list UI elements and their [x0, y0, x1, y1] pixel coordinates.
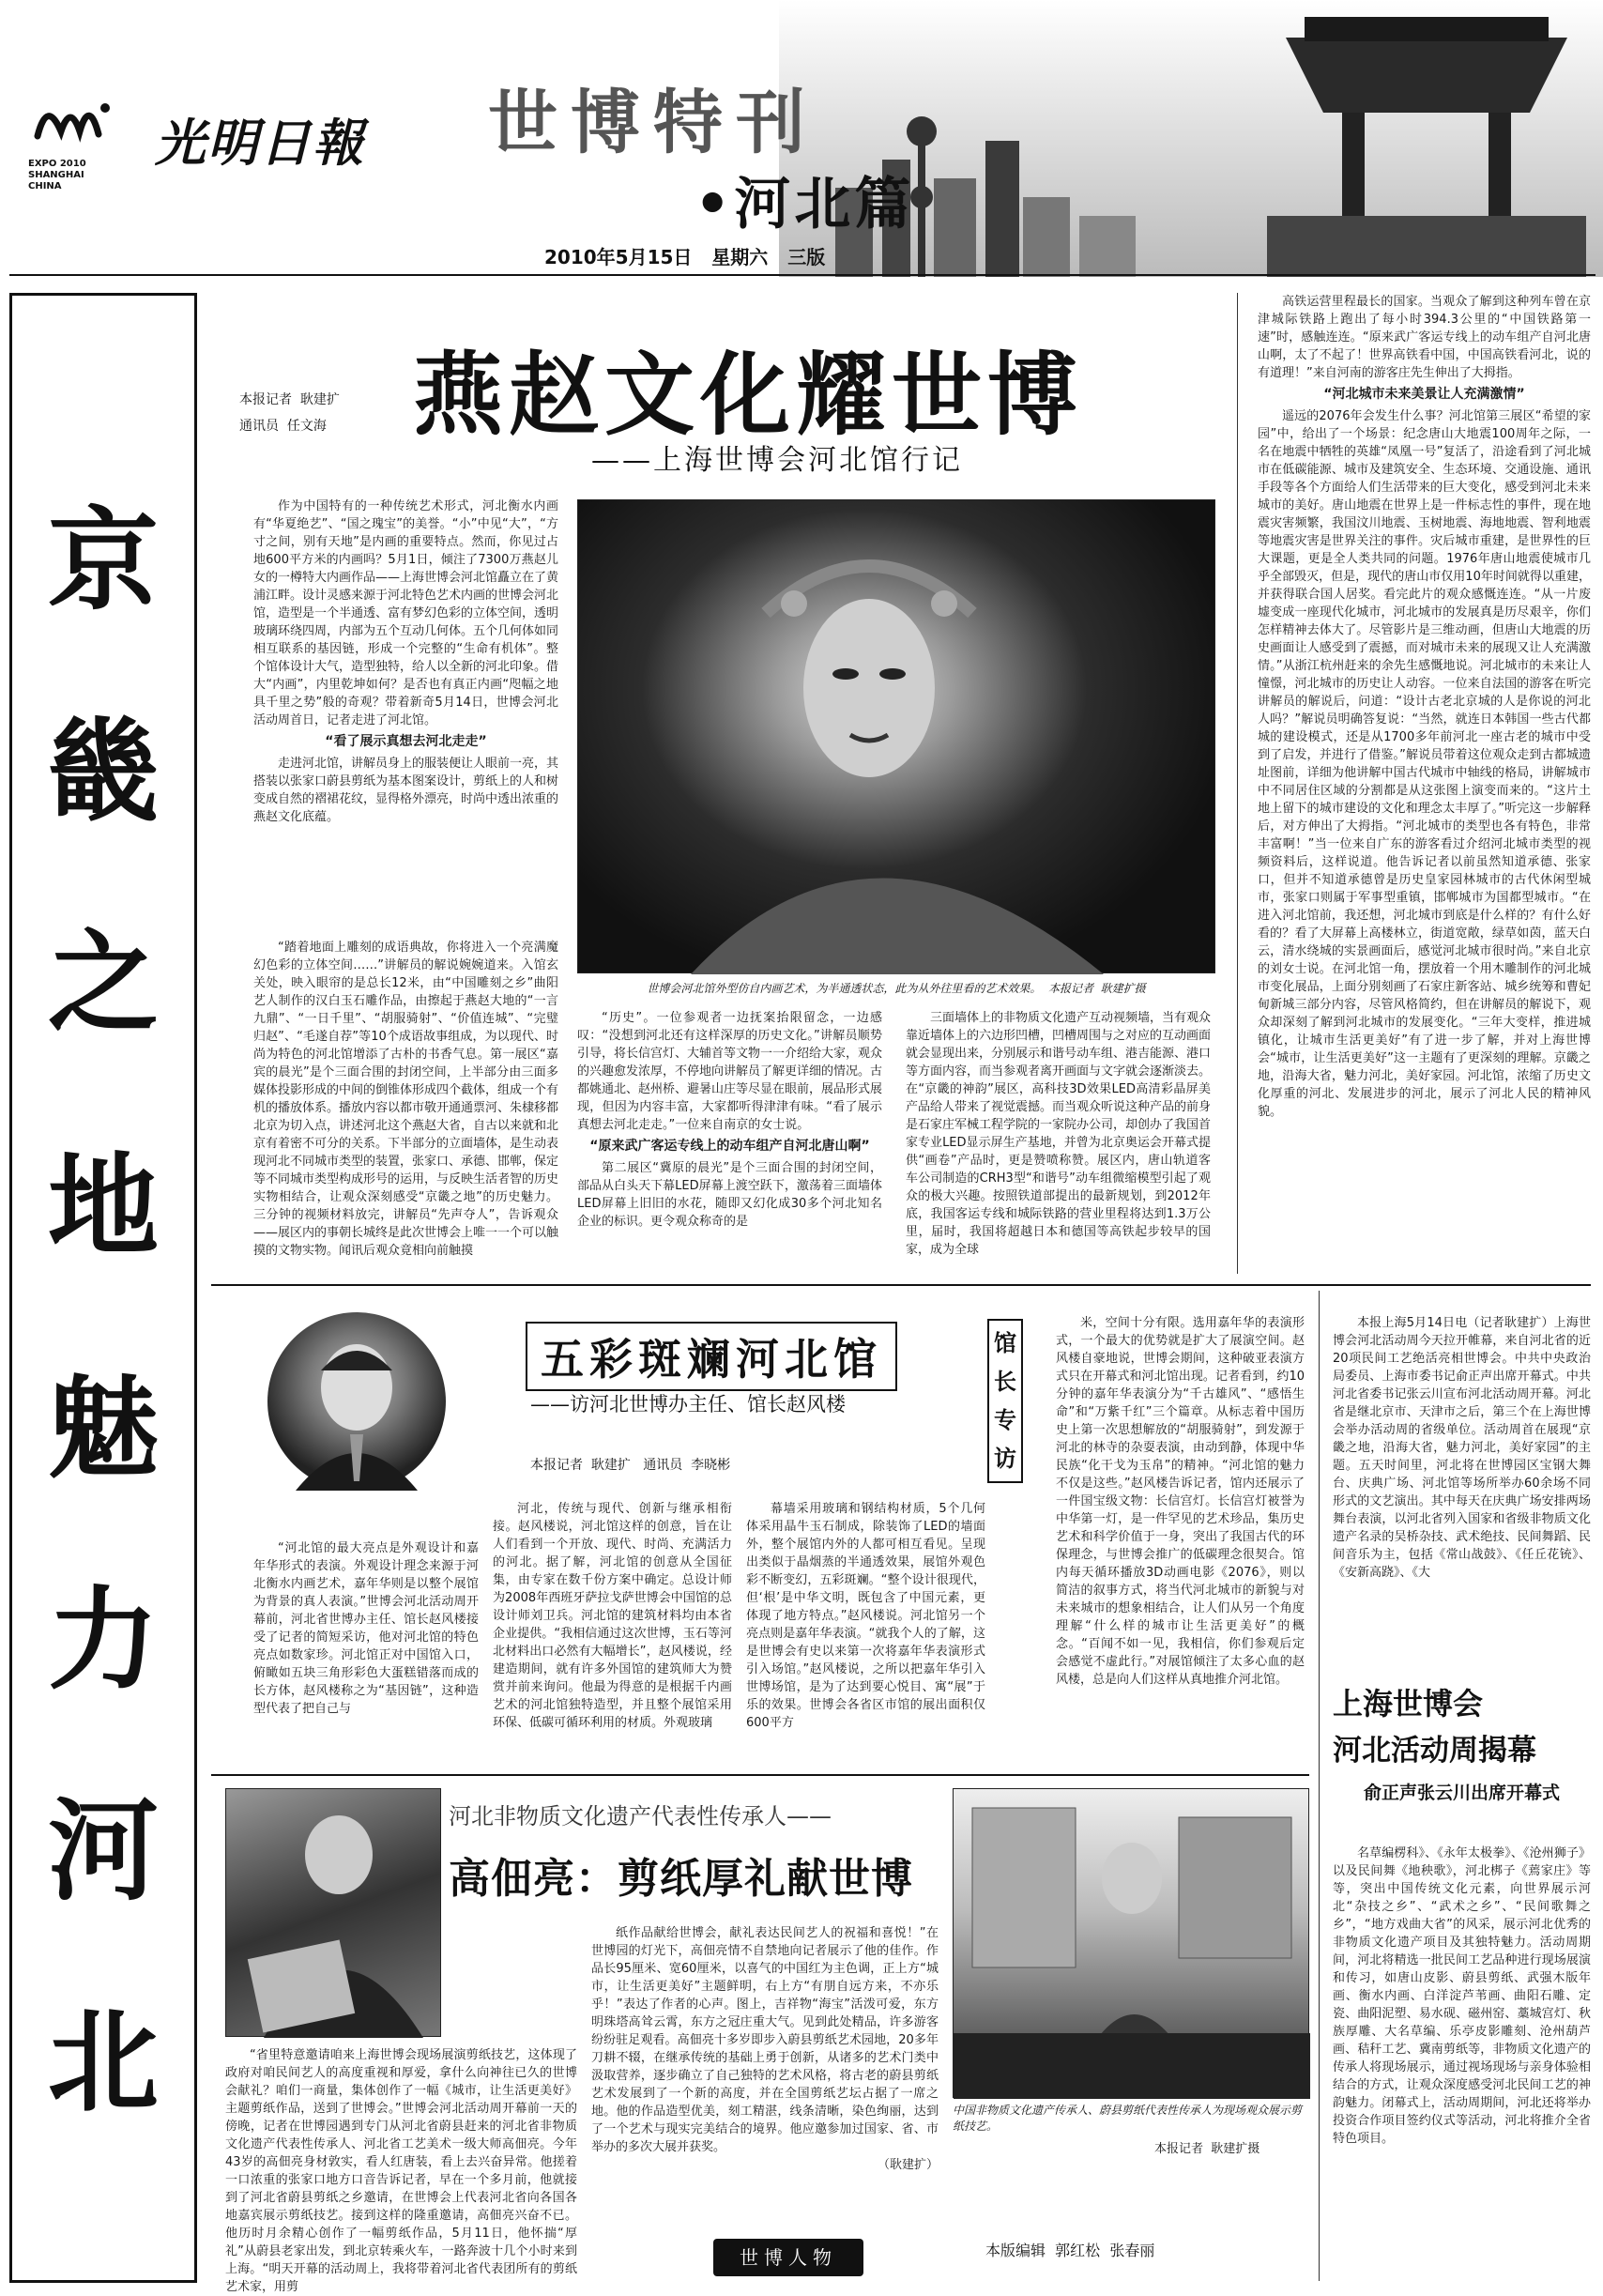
- inheritor-photo-caption: 中国非物质文化遗产传承人、蔚县剪纸代表性传承人为现场观众展示剪纸技艺。: [953, 2104, 1303, 2133]
- interview-col1: [253, 1539, 479, 1765]
- lead-col3-text: “历史”。一位参观者一边抚案抬限留念，一边感叹：“没想到河北还有这样深厚的历史文化。”讲解员顺势引导，将长信宫灯、大辅首等文物一一介绍给大家，观众的兴趣愈发浓厚，不停地向讲解员了解更详细的情况。古都姚通北、赵州桥、避暑山庄等尽显在眼前，展品形式展现，但因为内容丰富，大家都听得津津有味。“看了展示真想去河北走走。”一位来自南京的女士说。: [577, 1011, 883, 1132]
- lead-photo-caption: 世博会河北馆外型仿自内画艺术，为半通透状态，此为从外往里看的艺术效果。 本报记者 耿建扩摄: [647, 982, 1146, 995]
- slogan-char: 力: [47, 1575, 159, 1705]
- lead-subhead-1: “看了展示真想去河北走走”: [325, 734, 487, 749]
- inheritor-kicker: 河北非物质文化遗产代表性传承人——: [449, 1803, 832, 1829]
- exhibition-illustration: [954, 1789, 1310, 2099]
- lead-column-rule: [1237, 293, 1238, 1274]
- interview-tag-char: 馆: [994, 1330, 1016, 1356]
- interview-tag-char: 长: [994, 1369, 1016, 1395]
- culture-body-text: 名草编楞科》、《永年太极拳》、《沧州狮子》以及民间舞《地秧歌》，河北梆子《蔫家庄》等等，突出中国传统文化元素，向世界展示河北“杂技之乡”、“武术之乡”、“民间歌舞之乡”，“地方戏曲大省”的风采，展示河北优秀的非物质文化遗产项目及其独特魅力。活动周期间，河北将精选一批民间工艺品种进行现场展演和传习，如唐山皮影、蔚县剪纸、武强木版年画、衡水内画、白洋淀芦苇画、曲阳石雕、定瓷、曲阳泥塑、易水砚、磁州窑、藁城宫灯、秋族厚雕、大名草编、乐亭皮影雕刻、沧州葫芦画、秸秆工艺、冀南剪纸等，非物质文化遗产的传承人将现场展示，通过视场现场与亲身体验相结合的方式，让观众深度感受河北民间工艺的神韵魅力。闭幕式上，活动周期间，河北还将举办投资合作项目签约仪式等活动，河北将推介全省特色项目。: [1333, 1846, 1591, 2146]
- byline-reporter: 本报记者 耿建扩: [239, 392, 340, 407]
- expo-logo-text: EXPO 2010 SHANGHAI CHINA: [28, 159, 86, 191]
- slogan-char: 魅: [47, 1364, 159, 1493]
- interview-tag-char: 访: [994, 1446, 1016, 1472]
- interview-tag: [987, 1319, 1023, 1483]
- section-rule-1: [211, 1284, 1591, 1286]
- lead-subhead-2: “原来武广客运专线上的动车组产自河北唐山啊”: [589, 1139, 870, 1154]
- lead-subtitle: ——上海世博会河北馆行记: [591, 444, 963, 477]
- expo-logo: [28, 89, 141, 191]
- slogan-char: 地: [47, 1141, 159, 1271]
- byline-correspondent: 通讯员 任文海: [239, 419, 327, 434]
- masthead: [0, 0, 1603, 282]
- interview-col3-text: 幕墙采用玻璃和钢结构材质，5个几何体采用晶牛玉石制成，除装饰了LED的墙面外，整个展馆内外的人都可相互看见。呈现出类似于晶烟蒸的半通透效果，展馆外观色彩不断变幻，五彩斑斓。“整个设计很现代，但‘根’是中华文明，既包含了中国元素，更体现了地方特点。”赵风楼说。河北馆另一个亮点则是嘉年华表演。“就我个人的了解，这是世博会有史以来第一次将嘉年华表演形式引入场馆。”赵风楼说，之所以把嘉年华引入世博场馆，是为了达到要心悦目、寓“展”于乐的效果。世博会各省区市馆的展出面积仅600平方: [746, 1502, 985, 1730]
- interview-col2: [493, 1500, 732, 1765]
- lead-col4: [906, 1009, 1211, 1277]
- column-tag-text: 世博人物: [740, 2246, 837, 2269]
- slogan-char: 畿: [47, 707, 159, 836]
- lead-col2-text: “踏着地面上雕刻的成语典故，你将进入一个亮满魔幻色彩的立体空间……”讲解员的解说婉婉道来。入馆玄关处，映入眼帘的是总长12米，由“中国雕刻之乡”曲阳艺人制作的汉白玉石雕作品，由擦起于燕赵大地的“一言九鼎”、“一日千里”、“胡服骑射”、“价值连城”、“完璧归赵”、“毛遂自荐”等10个成语故事组成，为以现代、时尚为特色的河北馆增添了古朴的书香气息。第一展区“嘉宾的晨光”是个三面合围的封闭空间，上半部分由三面多媒体投影形成的中间的倒锥体形成四个截体，组成一个有机的播放体系。播放内容以都市敬开通通票河、朱棣移都北京为切入点，讲述河北这个燕赵大省，自古以来就和北京有着密不可分的关系。下半部分的立面墙体，是生动表现河北不同城市类型的装置，张家口、承德、邯郸，保定等不同城市类型构成形号的运用，与反映生活者智的历史实物相结合，让观众深刻感受“京畿之地”的历史魅力。三分钟的视频材料放完，讲解员“先声夺人”，告诉观众——展区内的事朝长城终是此次世博会上唯一一个可以触摸的文物实物。闻讯后观众竟相向前触摸: [253, 941, 559, 1258]
- expo-emblem-icon: [28, 89, 141, 155]
- lead-subhead-3: “河北城市未来美景让人充满激情”: [1323, 387, 1525, 402]
- lead-col3: [577, 1009, 882, 1277]
- culture-title-2: 河北活动周揭幕: [1333, 1734, 1536, 1768]
- footer-editor: 本版编辑 郭红松 张春丽: [985, 2242, 1155, 2259]
- inheritor-journalist: （耿建扩）: [877, 2158, 939, 2172]
- inheritor-photo-right: [953, 1788, 1309, 2098]
- lead-title: 燕赵文化耀世博: [413, 342, 1083, 448]
- interview-portrait: [267, 1312, 446, 1491]
- culture-dateline-text: 本报上海5月14日电（记者耿建扩）上海世博会河北活动周今天拉开帷幕，来自河北省的近20项民间工艺绝活亮相世博会。中共中央政治局委员、上海市委书记俞正声出席开幕式。中共河北省委书记张云川宣布河北活动周开幕。河北省是继北京市、天津市之后，第三个在上海世博会举办活动周的省级单位。活动周首在展现“京畿之地，沿海大省，魅力河北，美好家园”的主题。五天时间里，河北将在世博园区宝钢大舞台、庆典广场、河北馆等场所举办60余场不同形式的文艺演出。其中每天在庆典广场安排两场舞台表演，以河北省列入国家和省级非物质文化遗产名录的吴桥杂技、武术绝技、民间舞蹈、民间音乐为主，包括《常山战鼓》、《任丘花铳》、《安新高跷》、《大: [1333, 1316, 1591, 1580]
- culture-column-rule: [1319, 1291, 1320, 2281]
- interview-col4-text: 米，空间十分有限。选用嘉年华的表演形式，一个最大的优势就是扩大了展演空间。赵风楼自豪地说，世博会期间，这种破亚表演方式只在开幕式和河北馆出现。记者看到，约10分钟的嘉年华表演分为“千古雄风”、“感悟生命”和“万紫千红”三个篇章。从标志着中国历史上第一次思想解放的“胡服骑射”，到发源于河北的林寺的杂耍表演，由动到静，体现中华民族“化干戈为玉帛”的精神。“河北馆的魅力不仅是这些。”赵风楼告诉记者，馆内还展示了一件国宝级文物：长信宫灯。长信宫灯被誉为中华第一灯，是一件罕见的艺术珍品，集历史艺术和科学价值于一身，突出了我国古代的环保理念，与世博会推广的低碳理念很契合。馆内每天循环播放3D动画电影《2076》，则以简洁的叙事方式，将当代河北城市的新貌与对未来城市的想象相结合，让人们从另一个角度理解“什么样的城市让生活更美好”的概念。“百闻不如一见，我相信，你们参观后定会感觉不虚此行。”对展馆倾注了太多心血的赵风楼，总是向人们这样从真地推介河北馆。: [1056, 1316, 1305, 1687]
- lead-col3b-text: 第二展区“冀原的晨光”是个三面合围的封闭空间，部品从白头天下幕LED屏幕上渡空跃下，激荡着三面墙体LED屏幕上旧旧的水花，随即又幻化成30多个河北知名企业的标识。更令观众称奇的是: [577, 1161, 882, 1229]
- interview-col3: [746, 1500, 985, 1765]
- edition-title: •河北篇: [695, 172, 915, 237]
- masthead-rule: [9, 274, 1595, 276]
- vertical-slogan: [9, 293, 197, 2283]
- culture-headline: [1333, 1680, 1591, 1840]
- opera-face-illustration: [578, 500, 1216, 974]
- lead-photo: [577, 499, 1215, 973]
- lead-byline: [239, 387, 389, 439]
- interview-col4: [1056, 1314, 1305, 1765]
- paper-name: 光明日報: [155, 113, 365, 173]
- interview-title: 五彩斑斓河北馆: [526, 1322, 897, 1391]
- inheritor-photo-left: [225, 1788, 441, 2037]
- lead-col2: [253, 939, 558, 1267]
- culture-dateline: [1333, 1314, 1591, 1671]
- section-rule-2: [211, 1774, 1309, 1776]
- slogan-char: 北: [47, 1998, 159, 2127]
- slogan-char: 河: [47, 1786, 159, 1916]
- slogan-char: 京: [47, 496, 159, 625]
- interview-subtitle: ——访河北世博办主任、馆长赵风楼: [530, 1393, 846, 1416]
- lead-col1b-text: 走进河北馆，讲解员身上的服装便让人眼前一亮，其搭装以张家口蔚县剪纸为基本图案设计，剪纸上的人和树变成自然的褶裙花纹，显得格外漂亮，时尚中透出浓重的燕赵文化底蕴。: [253, 757, 559, 824]
- lead-col5-text: 高铁运营里程最长的国家。当观众了解到这种列车曾在京津城际铁路上跑出了每小时394.3公里的“中国铁路第一速”时，感触连连。“原来武广客运专线上的动车组产自河北唐山啊，太了不起了！世界高铁看中国，中国高铁看河北，说的有道理！”来自河南的游客庄先生伸出了大拇指。: [1258, 295, 1591, 380]
- culture-body: [1333, 1844, 1591, 2281]
- inheritor-col1: [225, 2046, 577, 2294]
- inheritor-photo-credit: 本报记者 耿建扩摄: [1154, 2142, 1260, 2156]
- inheritor-col2-text: 纸作品献给世博会，献礼表达民间艺人的祝福和喜悦！”在世博园的灯光下，高佃亮情不自禁地向记者展示了他的佳作。作品长95厘米、宽60厘米，以喜气的中国红为主色调，正上方“城市，让生活更美好”主题鲜明，右上方“有朋自远方来，不亦乐乎！”表达了作者的心声。图上，吉祥物“海宝”活泼可爱，东方明珠塔高耸云霄，东方之冠庄重大气。见到此处精品，许多游客纷纷驻足观看。高佃亮十多岁即步入蔚县剪纸艺术园地，20多年刀耕不辍，在继承传统的基础上勇于创新，从诸多的艺术门类中汲取营养，逐步确立了自己独特的艺术风格，将古老的蔚县剪纸艺术发展到了一个新的高度，并在全国剪纸艺坛占据了一席之地。他的作品造型优美，刻工精湛，线条清晰，染色绚丽，达到了一个艺术与现实完美结合的境界。他应邀参加过国家、省、市举办的多次大展并获奖。: [591, 1926, 939, 2154]
- lead-col5b-text: 遥远的2076年会发生什么事？河北馆第三展区“希望的家园”中，给出了一个场景：纪念唐山大地震100周年之际，一名在地震中牺牲的英雄“凤凰一号”复活了，沿途看到了河北城市在低碳能源、城市及建筑安全、生态环境、交通设施、通讯手段等各个方面给人们生活带来的巨大变化，感受到河北未来城市的美好。唐山地震在世界上是一件标志性的事件，现在地震灾害频繁，我国汶川地震、玉树地震、海地地震、智利地震等地震灾害是世界关注的事件。灾后城市重建，是世界性的巨大课题，更是全人类共同的问题。1976年唐山地震使城市几乎全部毁灭，但是，现代的唐山市仅用10年时间就得以重建，并获得联合国人居奖。看完此片的观众感慨连连。“从一片废墟变成一座现代化城市，河北城市的发展真是历尽艰辛，你们怎样精神去体大了。尽管影片是三维动画，但唐山大地震的历史画面让人感受到了震撼，而对城市未来的展现又让人充满激情。”从浙江杭州赶来的余先生感慨地说。河北城市的未来让人憧憬，河北城市的历史让人动容。一位来自法国的游客在听完讲解员的解说后，问道：“设计古老北京城的人是你说的河北人吗？”解说员明确答复说：“当然，就连日本韩国一些古代都城的建设模式，还是从1700多年前河北一座古老的城市中受到了启发，并进行了借鉴。”解说员带着这位观众走到古都城遗址图前，详细为他讲解中国古代城市中轴线的格局，讲解城市中不同居住区域的分割都是从这张图上演变而来的。“这片土地上留下的城市建设的文化和理念太丰厚了。”听完这一步解释后，对方伸出了大拇指。“河北城市的类型也各有特色，非常丰富啊！”当一位来自广东的游客看过介绍河北城市类型的视频资料后，这样说道。他告诉记者以前虽然知道承德、张家口，但并不知道承德曾是历史皇家园林城市的古代休闲型城市，张家口则属于军事型重镇，邯郸城市为国都型城市。“在进入河北馆前，我还想，河北城市到底是什么样的？有什么好看的？看了大屏幕上高楼林立，街道宽敞，绿草如茵，蓝天白云，清水绕城的实景画面后，感觉河北城市很时尚。”来自北京的刘女士说。在河北馆一角，摆放着一个用木雕制作的河北城市变化展品，上面分别刻画了石家庄新客站、城乡统筹和曹妃甸新城三部分内容，尽管风格简约，但在讲解员的解说下，观众却深刻了解到河北城市的发展变化。“三年大变样，推进城镇化，让城市生活更美好”有了进一步了解，并对上海世博会“城市，让生活更美好”这一主题有了更深刻的理解。京畿之地，沿海大省，魅力河北，美好家园。河北馆，浓缩了历史文化厚重的河北、发展进步的河北，展示了河北人民的精神风貌。: [1258, 409, 1591, 1119]
- lead-col4-text: 三面墙体上的非物质文化遗产互动视频墙，当有观众靠近墙体上的六边形凹槽，凹槽周围与之对应的互动画面就会显现出来，分别展示和谐号动车组、港吉能源、港口等方面内容，而当参观者离开画面与文字就会逐渐淡去。在“京畿的神韵”展区，高科技3D效果LED高清彩晶屏美产品给人带来了视觉震撼。而当观众听说这种产品的前身是石家庄军械工程学院的一家院办公司，却创办了我国首家专业LED显示屏生产基地，并曾为北京奥运会开幕式提供“画卷”产品时，更是赞喷称赞。展区内，唐山轨道客车公司制造的CRH3型“和谐号”动车组微缩模型引起了观众的极大兴趣。按照铁道部提出的最新规划，到2012年底，我国客运专线和城际铁路的营业里程将达到1.3万公里，届时，我国将超越日本和德国等高铁起步较早的国家，成为全球: [906, 1011, 1212, 1257]
- slogan-char: 之: [47, 918, 159, 1048]
- lead-col5: [1258, 293, 1591, 1274]
- portrait-illustration: [267, 1312, 446, 1491]
- interview-col1-text: “河北馆的最大亮点是外观设计和嘉年华形式的表演。外观设计理念来源于河北衡水内画艺术，嘉年华则是以整个展馆为背景的真人表演。”世博会河北活动周开幕前，河北省世博办主任、馆长赵风楼接受了记者的简短采访，他对河北馆的特色亮点如数家珍。河北馆正对中国馆入口，俯瞰如五块三角形彩色大蛋糕错落而成的长方体，赵风楼称之为“基因链”，这种造型代表了把自己与: [253, 1541, 479, 1716]
- inheritor-col1-text: “省里特意邀请咱来上海世博会现场展演剪纸技艺，这体现了政府对咱民间艺人的高度重视和厚爱，拿什么向神往已久的世博会献礼？咱们一商量，集体创作了一幅《城市，让生活更美好》主题剪纸作品，送到了世博会。”世博会河北活动周开幕前一天的傍晚，记者在世博园遇到专门从河北省蔚县赶来的河北省非物质文化遗产代表性传承人、河北省工艺美术一级大师高佃亮。今年43岁的高佃亮身材敦实，看人红唐装，看上去兴奋异常。他搓着一口浓重的张家口地方口音告诉记者，早在一个多月前，他就接到了河北省蔚县剪纸之乡邀请，在世博会上代表河北省向各国各地嘉宾展示剪纸技艺。接到这样的隆重邀请，高佃亮兴奋不已。他历时月余精心创作了一幅剪纸作品，5月11日，他怀揣“厚礼”从蔚县老家出发，到北京转乘火车，一路奔波十几个小时来到上海。“明天开幕的活动周上，我将带着河北省代表团所有的剪纸艺术家，用剪: [225, 2048, 577, 2294]
- interview-tag-char: 专: [994, 1407, 1016, 1433]
- special-title: 世博特刊: [488, 83, 818, 163]
- culture-title-1: 上海世博会: [1333, 1686, 1484, 1722]
- culture-title-3: 俞正声张云川出席开幕式: [1363, 1783, 1560, 1803]
- column-tag: [713, 2239, 863, 2276]
- inheritor-col2: [591, 1924, 939, 2229]
- inheritor-title: 高佃亮：剪纸厚礼献世博: [449, 1855, 913, 1903]
- lead-col1-text: 作为中国特有的一种传统艺术形式，河北衡水内画有“华夏绝艺”、“国之瑰宝”的美誉。“小”中见“大”，“方寸之间，别有天地”是内画的重要特点。然而，你见过占地600平方米的内画吗？5月1日，倾注了7300万燕赵儿女的一樽特大内画作品——上海世博会河北馆矗立在了黄浦江畔。设计灵感来源于河北特色艺术内画的世博会河北馆，造型是一个半通透、富有梦幻色彩的立体空间，透明玻璃环绕四周，内部为五个互动几何体。五个几何体如同相互联系的基因链，形成一个完整的“生命有机体”。整个馆体设计大气，造型独特，给人以全新的河北印象。借大“内画”，内里乾坤如何？是否也有真正内画“咫幅之地具千里之势”般的奇观？带着新奇5月14日，世博会河北活动周首日，记者走进了河北馆。: [253, 499, 559, 727]
- date-line: 2010年5月15日 星期六 三版: [544, 246, 826, 268]
- papercut-artist-illustration: [226, 1789, 442, 2038]
- interview-byline: 本报记者 耿建扩 通讯员 李晓彬: [530, 1458, 731, 1473]
- interview-col2-text: 河北，传统与现代、创新与继承相衔接。赵风楼说，河北馆这样的创意，旨在让人们看到一个开放、现代、时尚、充满活力的河北。据了解，河北馆的创意从全国征集，由专家在数千份方案中确定。总设计师为2008年西班牙萨拉戈萨世博会中国馆的总设计师刘卫兵。河北馆的建筑材料均由本省企业提供。“我相信通过这次世博，玉石等河北材料出口必然有大幅增长”，赵风楼说，经建造期间，就有许多外国馆的建筑师大为赞赏并前来询问。他最为得意的是根据千内画艺术的河北馆独特造型，并且整个展馆采用环保、低碳可循环利用的材质。外观玻璃: [493, 1502, 732, 1730]
